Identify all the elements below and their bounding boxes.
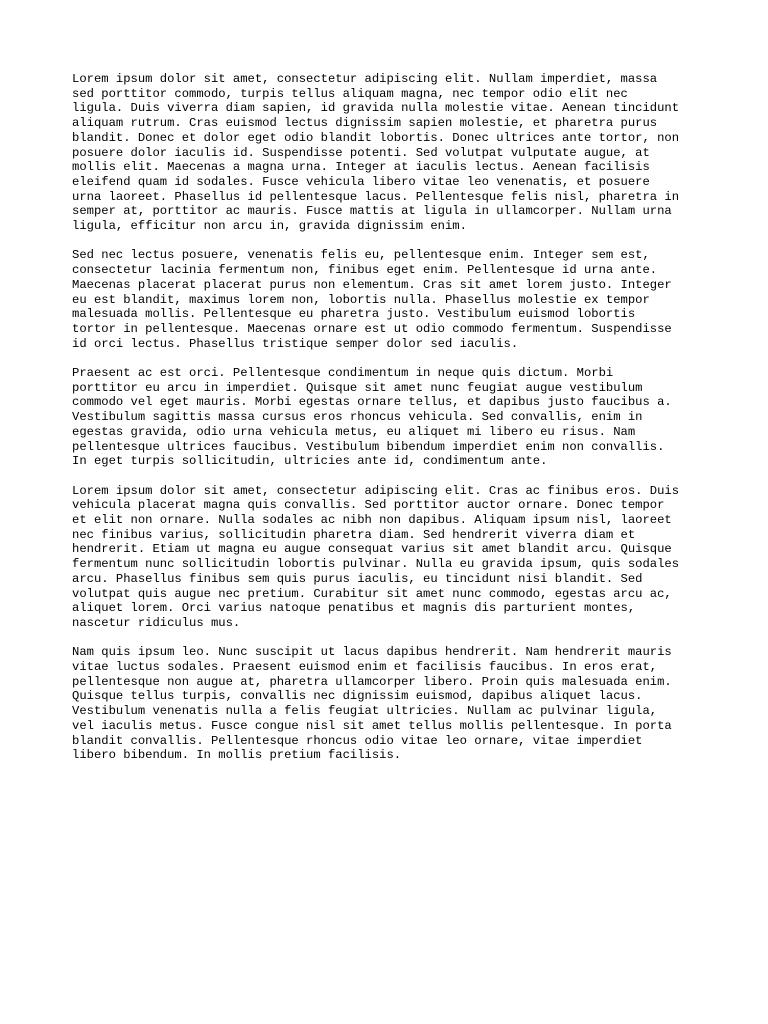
document-body bbox=[72, 72, 702, 778]
paragraph-1: Lorem ipsum dolor sit amet, consectetur adipiscing elit. Nullam imperdiet, massa sed porttitor commodo, turpis tellus aliquam magna, nec tempor odio elit nec ligula. Duis viverra diam sapien, id gravida nulla molestie vitae. Aenean tincidunt aliquam rutrum. Cras euismod lectus dignissim sapien molestie, et pharetra purus blandit. Donec et dolor eget odio blandit lobortis. Donec ultrices ante tortor, non posuere dolor iaculis id. Suspendisse potenti. Sed volutpat vulputate augue, at mollis elit. Maecenas a magna urna. Integer at iaculis lectus. Aenean facilisis eleifend quam id sodales. Fusce vehicula libero vitae leo venenatis, et posuere urna laoreet. Phasellus id pellentesque lacus. Pellentesque felis nisl, pharetra in semper at, porttitor ac mauris. Fusce mattis at ligula in ullamcorper. Nullam urna ligula, efficitur non arcu in, gravida dignissim enim. bbox=[72, 72, 680, 234]
paragraph-5: Nam quis ipsum leo. Nunc suscipit ut lacus dapibus hendrerit. Nam hendrerit mauris vitae luctus sodales. Praesent euismod enim et facilisis faucibus. In eros erat, pellentesque non augue at, pharetra ullamcorper libero. Proin quis malesuada enim. Quisque tellus turpis, convallis nec dignissim euismod, dapibus aliquet lacus. Vestibulum venenatis nulla a felis feugiat ultricies. Nullam ac pulvinar ligula, vel iaculis metus. Fusce congue nisl sit amet tellus mollis pellentesque. In porta blandit convallis. Pellentesque rhoncus odio vitae leo ornare, vitae imperdiet libero bibendum. In mollis pretium facilisis. bbox=[72, 645, 672, 763]
paragraph-2: Sed nec lectus posuere, venenatis felis eu, pellentesque enim. Integer sem est, consectetur lacinia fermentum non, finibus eget enim. Pellentesque id urna ante. Maecenas placerat placerat purus non elementum. Cras sit amet lorem justo. Integer eu est blandit, maximus lorem non, lobortis nulla. Phasellus molestie ex tempor malesuada mollis. Pellentesque eu pharetra justo. Vestibulum euismod lobortis tortor in pellentesque. Maecenas ornare est ut odio commodo fermentum. Suspendisse id orci lectus. Phasellus tristique semper dolor sed iaculis. bbox=[72, 248, 672, 351]
paragraph-3: Praesent ac est orci. Pellentesque condimentum in neque quis dictum. Morbi porttitor eu arcu in imperdiet. Quisque sit amet nunc feugiat augue vestibulum commodo vel eget mauris. Morbi egestas ornare tellus, et dapibus justo faucibus a. Vestibulum sagittis massa cursus eros rhoncus vehicula. Sed convallis, enim in egestas gravida, odio urna vehicula metus, eu aliquet mi libero eu risus. Nam pellentesque ultrices faucibus. Vestibulum bibendum imperdiet enim non convallis. In eget turpis sollicitudin, ultricies ante id, condimentum ante. bbox=[72, 366, 672, 469]
paragraph-4: Lorem ipsum dolor sit amet, consectetur adipiscing elit. Cras ac finibus eros. Duis vehicula placerat magna quis convallis. Sed porttitor auctor ornare. Donec tempor et elit non ornare. Nulla sodales ac nibh non dapibus. Aliquam ipsum nisl, laoreet nec finibus varius, sollicitudin pharetra diam. Sed hendrerit viverra diam et hendrerit. Etiam ut magna eu augue consequat varius sit amet blandit arcu. Quisque fermentum nunc sollicitudin lobortis pulvinar. Nulla eu gravida ipsum, quis sodales arcu. Phasellus finibus sem quis purus iaculis, eu tincidunt nisi blandit. Sed volutpat quis augue nec pretium. Curabitur sit amet nunc commodo, egestas arcu ac, aliquet lorem. Orci varius natoque penatibus et magnis dis parturient montes, nascetur ridiculus mus. bbox=[72, 483, 680, 630]
